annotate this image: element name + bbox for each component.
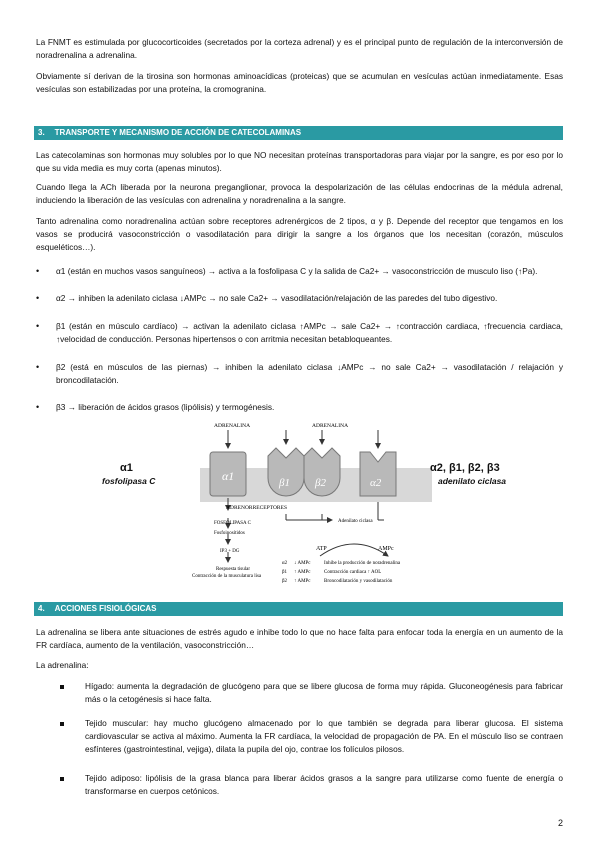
square-bullet [60, 685, 64, 689]
section-4-header [34, 602, 563, 616]
action-bullet-tejido-adiposo: Tejido adiposo: lipólisis de la grasa blanca para liberar ácidos grasos a la sangre para utilizarse como fuente de energía o transformarse en cuerpos cetónicos. [85, 773, 563, 796]
alpha2-receptor [360, 452, 396, 496]
receptor-bullet-beta3: β3 → liberación de ácidos grasos (lipólisis) y termogénesis. [56, 402, 275, 412]
effect-description: Inhibe la producción de noradrenalina [324, 561, 401, 566]
receptor-bullet-beta2: β2 (está en músculos de las piernas) → inhiben la adenilato ciclasa ↓AMPc → no sale Ca2+ → vasodilatación / relajación y broncodilatación. [56, 362, 563, 385]
action-bullet-tejido-muscular: Tejido muscular: hay mucho glucógeno almacenado por lo que también se degrada para liberar glucosa. El sistema cardiovascular se activa al máximo. Aumenta la FR cardíaca, la velocidad de propagación de PA. En el músculo liso se contraen esfínteres (gastrointestinal, vejiga), dilata la pupila del ojo, contrae los folículos pilosos. [85, 718, 563, 754]
effect-ampc: ↓ AMPc [294, 561, 311, 566]
figure-fosfolipasa: FOSFOLIPASA C [214, 521, 251, 526]
figure-effects-table [282, 561, 401, 584]
bullet-dot: • [36, 402, 40, 412]
bullet-dot: • [36, 321, 40, 331]
figure-right-label: α2, β1, β2, β3 [430, 462, 500, 474]
receptor-bullet-alpha2: α2 → inhiben la adenilato ciclasa ↓AMPc → no sale Ca2+ → vasodilatación/relajación de las paredes del tubo digestivo. [56, 293, 498, 303]
effect-description: Broncodilatación y vasodilatación [324, 579, 393, 584]
figure-adenilato: Adenilato ciclasa [338, 519, 373, 524]
figure-ip3: IP3 + DG [220, 549, 240, 554]
alpha2-receptor-glyph: α2 [370, 477, 382, 489]
section-4-number: 4. [38, 604, 45, 613]
bullet-dot: • [36, 266, 40, 276]
square-bullet [60, 777, 64, 781]
section-3-title: TRANSPORTE Y MECANISMO DE ACCIÓN DE CATECOLAMINAS [54, 128, 302, 137]
section-3-number: 3. [38, 128, 45, 137]
section-4-paragraph-2: La adrenalina: [36, 660, 89, 670]
figure-ampc: AMPc [378, 546, 394, 552]
effect-receptor: β1 [282, 570, 288, 575]
section-3-header [34, 126, 563, 140]
figure-fosfoinositidos: Fosfoinosítidos [214, 531, 245, 536]
figure-left-sublabel: fosfolipasa C [102, 476, 156, 486]
bullet-dot: • [36, 362, 40, 372]
receptor-bullet-alpha1: α1 (están en muchos vasos sanguíneos) → activa a la fosfolipasa C y la salida de Ca2+ → vasoconstricción de musculo liso (↑Pa). [56, 266, 538, 276]
section-4-title: ACCIONES FISIOLÓGICAS [54, 604, 157, 613]
square-bullet [60, 722, 64, 726]
section-4-paragraph-1: La adrenalina se libera ante situaciones de estrés agudo e inhibe todo lo que no hace falta para enfocar toda la energía en un aumento de la FR cardíaca, aumento de la ventilación, vasoconstricción… [36, 627, 563, 650]
receptor-figure [80, 418, 520, 586]
receptor-bullet-beta1: β1 (están en músculo cardíaco) → activan la adenilato ciclasa ↑AMPc → sale Ca2+ → ↑contracción cardiaca, ↑frecuencia cardiaca, ↑velocidad de conducción. Personas hipertensos o con arritmia necesitan betabloqueantes. [56, 321, 563, 344]
effect-ampc: ↑ AMPc [294, 570, 311, 575]
alpha1-receptor-glyph: α1 [222, 469, 235, 483]
effect-ampc: ↑ AMPc [294, 579, 311, 584]
figure-respuesta: Respuesta tisular [216, 567, 251, 572]
section-3-paragraph-2: Cuando llega la ACh liberada por la neurona preganglionar, provoca la despolarización de las células endocrinas de la médula adrenal, induciendo la liberación de las vesículas con adrenalina y noradrenalina a la sangre. [36, 182, 563, 205]
effect-receptor: β2 [282, 579, 288, 584]
section-3-paragraph-3: Tanto adrenalina como noradrenalina actúan sobre receptores adrenérgicos de 2 tipos, α y β. Depende del receptor que tengamos en los vasos se producirá vasoconstricción o vasodilatación para dirigir la sangre a los órganos que los necesitan (corazón, músculos esqueléticos…). [36, 216, 563, 252]
action-bullet-higado: Hígado: aumenta la degradación de glucógeno para que se libere glucosa de forma muy rápida. Gluconeogénesis para fabricar más o la cetogénesis si hace falta. [85, 681, 563, 704]
effect-description: Contracción cardiaca ↑ AOL [324, 570, 382, 575]
bullet-dot: • [36, 293, 40, 303]
figure-right-sublabel: adenilato ciclasa [438, 476, 507, 486]
figure-contraccion: Contracción de la musculatura lisa [192, 574, 262, 579]
figure-left-label: α1 [120, 462, 133, 474]
figure-adrenalina-left: ADRENALINA [214, 423, 251, 429]
beta2-receptor-glyph: β2 [315, 477, 326, 489]
receptor-diagram [80, 418, 520, 586]
figure-atp: ATP [316, 546, 327, 552]
beta1-receptor-glyph: β1 [279, 477, 290, 489]
intro-paragraph-1: La FNMT es estimulada por glucocorticoides (secretados por la corteza adrenal) y es el principal punto de regulación de la interconversión de noradrenalina a adrenalina. [36, 37, 563, 60]
figure-adrenoreceptores: ADRENORRECEPTORES [226, 505, 288, 511]
page-number: 2 [557, 818, 563, 828]
section-3-paragraph-1: Las catecolaminas son hormonas muy solubles por lo que NO necesitan proteínas transportadoras para viajar por la sangre, es por eso por lo que su vida media es muy corta (apenas minutos). [36, 150, 563, 173]
figure-adrenalina-right: ADRENALINA [312, 423, 349, 429]
effect-receptor: α2 [282, 561, 288, 566]
intro-paragraph-2: Obviamente sí derivan de la tirosina son hormonas aminoacídicas (proteicas) que se acumulan en vesículas actúan inmediatamente. Esas vesículas son estabilizadas por una proteína, la cromogranina. [36, 71, 563, 94]
